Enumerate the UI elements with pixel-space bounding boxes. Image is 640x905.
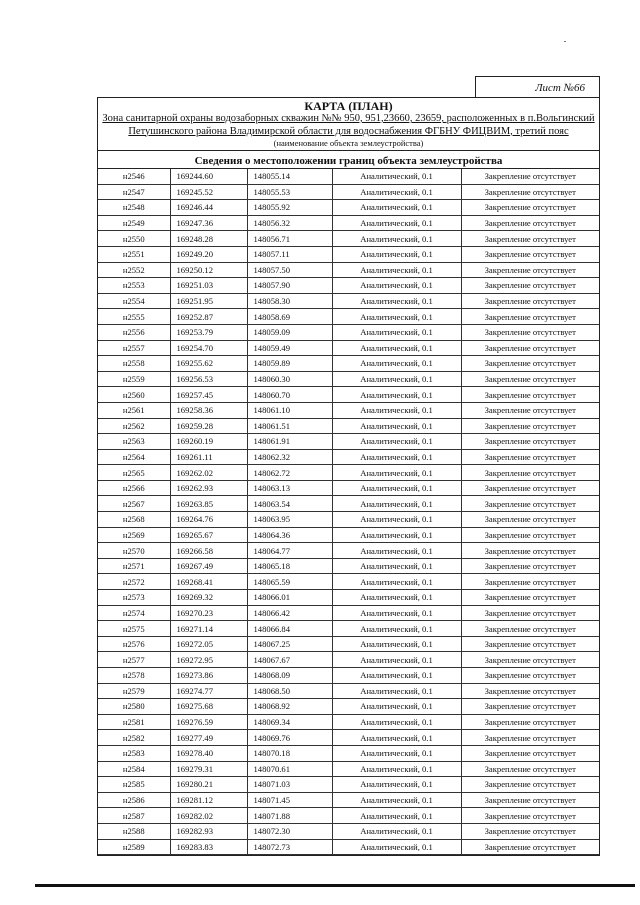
method-accuracy-cell: Аналитический, 0.1 (332, 278, 461, 294)
point-number-cell: н2589 (98, 839, 170, 855)
table-row (98, 434, 599, 450)
table-row (98, 496, 599, 512)
y-coordinate-cell: 148063.13 (247, 480, 332, 496)
y-coordinate-cell: 148059.09 (247, 324, 332, 340)
y-coordinate-cell: 148062.32 (247, 449, 332, 465)
table-row (98, 324, 599, 340)
x-coordinate-cell: 169247.36 (170, 215, 247, 231)
x-coordinate-cell: 169274.77 (170, 683, 247, 699)
y-coordinate-cell: 148059.49 (247, 340, 332, 356)
y-coordinate-cell: 148070.61 (247, 761, 332, 777)
table-row (98, 371, 599, 387)
fixation-cell: Закрепление отсутствует (461, 558, 599, 574)
table-row (98, 480, 599, 496)
y-coordinate-cell: 148057.90 (247, 278, 332, 294)
point-number-cell: н2555 (98, 309, 170, 325)
y-coordinate-cell: 148055.53 (247, 184, 332, 200)
y-coordinate-cell: 148069.34 (247, 714, 332, 730)
method-accuracy-cell: Аналитический, 0.1 (332, 496, 461, 512)
y-coordinate-cell: 148063.95 (247, 512, 332, 528)
x-coordinate-cell: 169257.45 (170, 387, 247, 403)
y-coordinate-cell: 148055.92 (247, 200, 332, 216)
y-coordinate-cell: 148065.59 (247, 574, 332, 590)
table-row (98, 652, 599, 668)
x-coordinate-cell: 169244.60 (170, 169, 247, 184)
method-accuracy-cell: Аналитический, 0.1 (332, 699, 461, 715)
table-row (98, 184, 599, 200)
table-row (98, 574, 599, 590)
x-coordinate-cell: 169262.93 (170, 480, 247, 496)
fixation-cell: Закрепление отсутствует (461, 480, 599, 496)
fixation-cell: Закрепление отсутствует (461, 543, 599, 559)
y-coordinate-cell: 148061.51 (247, 418, 332, 434)
table-row (98, 402, 599, 418)
method-accuracy-cell: Аналитический, 0.1 (332, 745, 461, 761)
point-number-cell: н2584 (98, 761, 170, 777)
x-coordinate-cell: 169254.70 (170, 340, 247, 356)
table-row (98, 262, 599, 278)
x-coordinate-cell: 169280.21 (170, 777, 247, 793)
point-number-cell: н2557 (98, 340, 170, 356)
point-number-cell: н2585 (98, 777, 170, 793)
x-coordinate-cell: 169271.14 (170, 621, 247, 637)
table-row (98, 590, 599, 606)
method-accuracy-cell: Аналитический, 0.1 (332, 480, 461, 496)
fixation-cell: Закрепление отсутствует (461, 184, 599, 200)
table-row (98, 215, 599, 231)
table-row (98, 636, 599, 652)
x-coordinate-cell: 169270.23 (170, 605, 247, 621)
point-number-cell: н2587 (98, 808, 170, 824)
point-number-cell: н2548 (98, 200, 170, 216)
method-accuracy-cell: Аналитический, 0.1 (332, 823, 461, 839)
x-coordinate-cell: 169249.20 (170, 246, 247, 262)
table-row (98, 169, 599, 184)
point-number-cell: н2561 (98, 402, 170, 418)
method-accuracy-cell: Аналитический, 0.1 (332, 449, 461, 465)
table-row (98, 777, 599, 793)
document-frame (97, 97, 600, 856)
point-number-cell: н2579 (98, 683, 170, 699)
point-number-cell: н2565 (98, 465, 170, 481)
fixation-cell: Закрепление отсутствует (461, 823, 599, 839)
fixation-cell: Закрепление отсутствует (461, 169, 599, 184)
point-number-cell: н2574 (98, 605, 170, 621)
x-coordinate-cell: 169245.52 (170, 184, 247, 200)
y-coordinate-cell: 148069.76 (247, 730, 332, 746)
fixation-cell: Закрепление отсутствует (461, 714, 599, 730)
method-accuracy-cell: Аналитический, 0.1 (332, 465, 461, 481)
point-number-cell: н2570 (98, 543, 170, 559)
y-coordinate-cell: 148059.89 (247, 356, 332, 372)
y-coordinate-cell: 148070.18 (247, 745, 332, 761)
table-row (98, 356, 599, 372)
method-accuracy-cell: Аналитический, 0.1 (332, 418, 461, 434)
point-number-cell: н2567 (98, 496, 170, 512)
y-coordinate-cell: 148062.72 (247, 465, 332, 481)
y-coordinate-cell: 148058.69 (247, 309, 332, 325)
method-accuracy-cell: Аналитический, 0.1 (332, 356, 461, 372)
x-coordinate-cell: 169261.11 (170, 449, 247, 465)
fixation-cell: Закрепление отсутствует (461, 636, 599, 652)
table-row (98, 730, 599, 746)
fixation-cell: Закрепление отсутствует (461, 496, 599, 512)
fixation-cell: Закрепление отсутствует (461, 449, 599, 465)
table-row (98, 745, 599, 761)
table-row (98, 309, 599, 325)
y-coordinate-cell: 148055.14 (247, 169, 332, 184)
fixation-cell: Закрепление отсутствует (461, 402, 599, 418)
table-row (98, 839, 599, 855)
table-body (98, 169, 599, 855)
x-coordinate-cell: 169253.79 (170, 324, 247, 340)
fixation-cell: Закрепление отсутствует (461, 371, 599, 387)
fixation-cell: Закрепление отсутствует (461, 278, 599, 294)
method-accuracy-cell: Аналитический, 0.1 (332, 730, 461, 746)
method-accuracy-cell: Аналитический, 0.1 (332, 543, 461, 559)
point-number-cell: н2551 (98, 246, 170, 262)
y-coordinate-cell: 148060.70 (247, 387, 332, 403)
fixation-cell: Закрепление отсутствует (461, 512, 599, 528)
x-coordinate-cell: 169279.31 (170, 761, 247, 777)
point-number-cell: н2578 (98, 668, 170, 684)
x-coordinate-cell: 169278.40 (170, 745, 247, 761)
method-accuracy-cell: Аналитический, 0.1 (332, 184, 461, 200)
y-coordinate-cell: 148061.10 (247, 402, 332, 418)
fixation-cell: Закрепление отсутствует (461, 839, 599, 855)
point-number-cell: н2582 (98, 730, 170, 746)
table-row (98, 278, 599, 294)
x-coordinate-cell: 169250.12 (170, 262, 247, 278)
y-coordinate-cell: 148068.50 (247, 683, 332, 699)
y-coordinate-cell: 148068.92 (247, 699, 332, 715)
point-number-cell: н2571 (98, 558, 170, 574)
x-coordinate-cell: 169269.32 (170, 590, 247, 606)
bottom-rule (35, 884, 635, 887)
method-accuracy-cell: Аналитический, 0.1 (332, 714, 461, 730)
method-accuracy-cell: Аналитический, 0.1 (332, 808, 461, 824)
table-row (98, 714, 599, 730)
y-coordinate-cell: 148056.32 (247, 215, 332, 231)
table-row (98, 418, 599, 434)
method-accuracy-cell: Аналитический, 0.1 (332, 387, 461, 403)
y-coordinate-cell: 148067.25 (247, 636, 332, 652)
fixation-cell: Закрепление отсутствует (461, 215, 599, 231)
table-row (98, 683, 599, 699)
fixation-cell: Закрепление отсутствует (461, 605, 599, 621)
point-number-cell: н2554 (98, 293, 170, 309)
table-row (98, 340, 599, 356)
x-coordinate-cell: 169267.49 (170, 558, 247, 574)
method-accuracy-cell: Аналитический, 0.1 (332, 434, 461, 450)
point-number-cell: н2572 (98, 574, 170, 590)
point-number-cell: н2563 (98, 434, 170, 450)
method-accuracy-cell: Аналитический, 0.1 (332, 574, 461, 590)
method-accuracy-cell: Аналитический, 0.1 (332, 371, 461, 387)
method-accuracy-cell: Аналитический, 0.1 (332, 340, 461, 356)
x-coordinate-cell: 169259.28 (170, 418, 247, 434)
y-coordinate-cell: 148064.77 (247, 543, 332, 559)
method-accuracy-cell: Аналитический, 0.1 (332, 668, 461, 684)
sheet-number-label: Лист №66 (475, 76, 600, 98)
fixation-cell: Закрепление отсутствует (461, 621, 599, 637)
method-accuracy-cell: Аналитический, 0.1 (332, 590, 461, 606)
method-accuracy-cell: Аналитический, 0.1 (332, 761, 461, 777)
x-coordinate-cell: 169251.95 (170, 293, 247, 309)
y-coordinate-cell: 148058.30 (247, 293, 332, 309)
method-accuracy-cell: Аналитический, 0.1 (332, 324, 461, 340)
y-coordinate-cell: 148066.01 (247, 590, 332, 606)
table-row (98, 527, 599, 543)
fixation-cell: Закрепление отсутствует (461, 792, 599, 808)
x-coordinate-cell: 169268.41 (170, 574, 247, 590)
y-coordinate-cell: 148067.67 (247, 652, 332, 668)
point-number-cell: н2588 (98, 823, 170, 839)
fixation-cell: Закрепление отсутствует (461, 356, 599, 372)
x-coordinate-cell: 169256.53 (170, 371, 247, 387)
point-number-cell: н2559 (98, 371, 170, 387)
x-coordinate-cell: 169272.95 (170, 652, 247, 668)
x-coordinate-cell: 169246.44 (170, 200, 247, 216)
point-number-cell: н2558 (98, 356, 170, 372)
point-number-cell: н2547 (98, 184, 170, 200)
point-number-cell: н2552 (98, 262, 170, 278)
x-coordinate-cell: 169252.87 (170, 309, 247, 325)
point-number-cell: н2586 (98, 792, 170, 808)
table-row (98, 558, 599, 574)
point-number-cell: н2583 (98, 745, 170, 761)
fixation-cell: Закрепление отсутствует (461, 574, 599, 590)
table-row (98, 449, 599, 465)
x-coordinate-cell: 169281.12 (170, 792, 247, 808)
point-number-cell: н2562 (98, 418, 170, 434)
method-accuracy-cell: Аналитический, 0.1 (332, 309, 461, 325)
x-coordinate-cell: 169276.59 (170, 714, 247, 730)
method-accuracy-cell: Аналитический, 0.1 (332, 558, 461, 574)
x-coordinate-cell: 169248.28 (170, 231, 247, 247)
fixation-cell: Закрепление отсутствует (461, 340, 599, 356)
point-number-cell: н2566 (98, 480, 170, 496)
table-row (98, 200, 599, 216)
fixation-cell: Закрепление отсутствует (461, 246, 599, 262)
x-coordinate-cell: 169262.02 (170, 465, 247, 481)
object-name: Зона санитарной охраны водозаборных скважин №№ 950, 951,23660, 23659, расположенных в п.Вольгинский Петушинского района Владимирской области для водоснабжения ФГБНУ ФИЦВИМ, третий пояс (102, 113, 595, 137)
table-row (98, 668, 599, 684)
point-number-cell: н2553 (98, 278, 170, 294)
x-coordinate-cell: 169275.68 (170, 699, 247, 715)
fixation-cell: Закрепление отсутствует (461, 761, 599, 777)
method-accuracy-cell: Аналитический, 0.1 (332, 215, 461, 231)
x-coordinate-cell: 169258.36 (170, 402, 247, 418)
y-coordinate-cell: 148057.11 (247, 246, 332, 262)
fixation-cell: Закрепление отсутствует (461, 730, 599, 746)
y-coordinate-cell: 148066.42 (247, 605, 332, 621)
method-accuracy-cell: Аналитический, 0.1 (332, 527, 461, 543)
table-row (98, 543, 599, 559)
point-number-cell: н2580 (98, 699, 170, 715)
fixation-cell: Закрепление отсутствует (461, 808, 599, 824)
point-number-cell: н2556 (98, 324, 170, 340)
point-number-cell: н2550 (98, 231, 170, 247)
y-coordinate-cell: 148072.30 (247, 823, 332, 839)
x-coordinate-cell: 169263.85 (170, 496, 247, 512)
x-coordinate-cell: 169277.49 (170, 730, 247, 746)
method-accuracy-cell: Аналитический, 0.1 (332, 605, 461, 621)
point-number-cell: н2569 (98, 527, 170, 543)
fixation-cell: Закрепление отсутствует (461, 652, 599, 668)
fixation-cell: Закрепление отсутствует (461, 777, 599, 793)
y-coordinate-cell: 148064.36 (247, 527, 332, 543)
fixation-cell: Закрепление отсутствует (461, 699, 599, 715)
fixation-cell: Закрепление отсутствует (461, 324, 599, 340)
point-number-cell: н2560 (98, 387, 170, 403)
method-accuracy-cell: Аналитический, 0.1 (332, 246, 461, 262)
method-accuracy-cell: Аналитический, 0.1 (332, 683, 461, 699)
fixation-cell: Закрепление отсутствует (461, 590, 599, 606)
method-accuracy-cell: Аналитический, 0.1 (332, 262, 461, 278)
table-row (98, 246, 599, 262)
point-number-cell: н2573 (98, 590, 170, 606)
fixation-cell: Закрепление отсутствует (461, 293, 599, 309)
fixation-cell: Закрепление отсутствует (461, 527, 599, 543)
fixation-cell: Закрепление отсутствует (461, 465, 599, 481)
table-row (98, 808, 599, 824)
fixation-cell: Закрепление отсутствует (461, 683, 599, 699)
y-coordinate-cell: 148071.45 (247, 792, 332, 808)
table-row (98, 512, 599, 528)
fixation-cell: Закрепление отсутствует (461, 418, 599, 434)
point-number-cell: н2581 (98, 714, 170, 730)
x-coordinate-cell: 169255.62 (170, 356, 247, 372)
x-coordinate-cell: 169251.03 (170, 278, 247, 294)
y-coordinate-cell: 148063.54 (247, 496, 332, 512)
method-accuracy-cell: Аналитический, 0.1 (332, 636, 461, 652)
method-accuracy-cell: Аналитический, 0.1 (332, 839, 461, 855)
x-coordinate-cell: 169282.02 (170, 808, 247, 824)
point-number-cell: н2564 (98, 449, 170, 465)
y-coordinate-cell: 148072.73 (247, 839, 332, 855)
method-accuracy-cell: Аналитический, 0.1 (332, 652, 461, 668)
table-row (98, 699, 599, 715)
method-accuracy-cell: Аналитический, 0.1 (332, 231, 461, 247)
table-row (98, 231, 599, 247)
point-number-cell: н2546 (98, 169, 170, 184)
method-accuracy-cell: Аналитический, 0.1 (332, 621, 461, 637)
fixation-cell: Закрепление отсутствует (461, 231, 599, 247)
fixation-cell: Закрепление отсутствует (461, 387, 599, 403)
point-number-cell: н2568 (98, 512, 170, 528)
y-coordinate-cell: 148057.50 (247, 262, 332, 278)
fixation-cell: Закрепление отсутствует (461, 200, 599, 216)
x-coordinate-cell: 169260.19 (170, 434, 247, 450)
table-row (98, 792, 599, 808)
table-row (98, 605, 599, 621)
y-coordinate-cell: 148068.09 (247, 668, 332, 684)
y-coordinate-cell: 148061.91 (247, 434, 332, 450)
boundary-points-table (98, 169, 599, 855)
x-coordinate-cell: 169273.86 (170, 668, 247, 684)
x-coordinate-cell: 169282.93 (170, 823, 247, 839)
fixation-cell: Закрепление отсутствует (461, 262, 599, 278)
table-row (98, 823, 599, 839)
point-number-cell: н2576 (98, 636, 170, 652)
y-coordinate-cell: 148066.84 (247, 621, 332, 637)
y-coordinate-cell: 148071.88 (247, 808, 332, 824)
table-row (98, 387, 599, 403)
table-row (98, 293, 599, 309)
method-accuracy-cell: Аналитический, 0.1 (332, 293, 461, 309)
x-coordinate-cell: 169283.83 (170, 839, 247, 855)
title-block (98, 98, 599, 151)
fixation-cell: Закрепление отсутствует (461, 434, 599, 450)
scan-speck (564, 41, 566, 42)
x-coordinate-cell: 169266.58 (170, 543, 247, 559)
document-title: КАРТА (ПЛАН) (304, 99, 393, 113)
point-number-cell: н2577 (98, 652, 170, 668)
fixation-cell: Закрепление отсутствует (461, 668, 599, 684)
method-accuracy-cell: Аналитический, 0.1 (332, 777, 461, 793)
point-number-cell: н2575 (98, 621, 170, 637)
method-accuracy-cell: Аналитический, 0.1 (332, 512, 461, 528)
method-accuracy-cell: Аналитический, 0.1 (332, 169, 461, 184)
table-row (98, 621, 599, 637)
y-coordinate-cell: 148056.71 (247, 231, 332, 247)
object-name-caption: (наименование объекта землеустройства) (273, 138, 424, 148)
x-coordinate-cell: 169264.76 (170, 512, 247, 528)
x-coordinate-cell: 169272.05 (170, 636, 247, 652)
y-coordinate-cell: 148065.18 (247, 558, 332, 574)
fixation-cell: Закрепление отсутствует (461, 309, 599, 325)
section-heading: Сведения о местоположении границ объекта землеустройства (98, 151, 599, 169)
point-number-cell: н2549 (98, 215, 170, 231)
table-row (98, 465, 599, 481)
x-coordinate-cell: 169265.67 (170, 527, 247, 543)
y-coordinate-cell: 148060.30 (247, 371, 332, 387)
y-coordinate-cell: 148071.03 (247, 777, 332, 793)
table-row (98, 761, 599, 777)
fixation-cell: Закрепление отсутствует (461, 745, 599, 761)
method-accuracy-cell: Аналитический, 0.1 (332, 200, 461, 216)
method-accuracy-cell: Аналитический, 0.1 (332, 402, 461, 418)
method-accuracy-cell: Аналитический, 0.1 (332, 792, 461, 808)
